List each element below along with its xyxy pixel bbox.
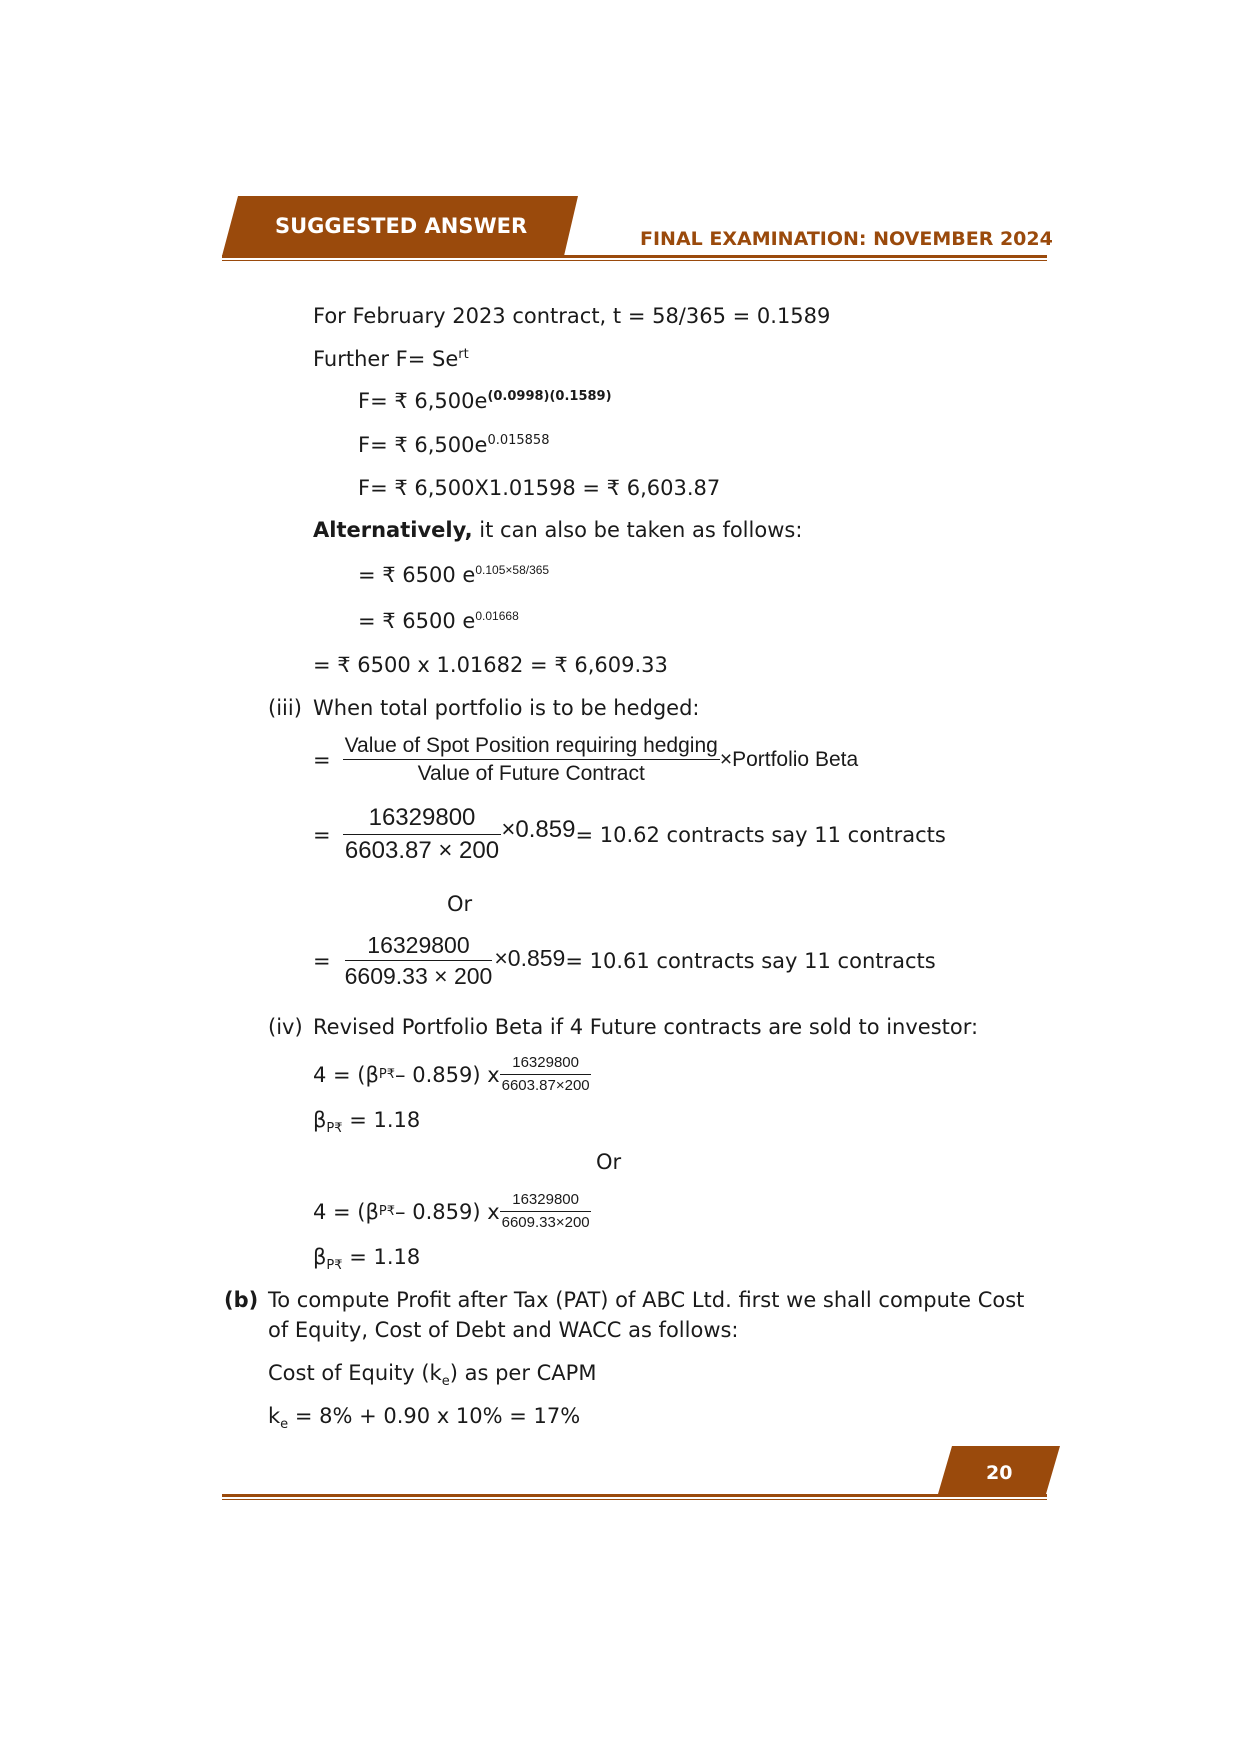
item-iii-text: When total portfolio is to be hedged: <box>313 696 700 720</box>
beta-result-2: $\beta_{P₹} = 1.18$ <box>313 1245 421 1274</box>
item-b-label: (b) <box>224 1288 259 1312</box>
or-separator-2: Or <box>596 1150 622 1174</box>
alt-step-1: = ₹ 6500 $e^{0.105\times 58/365}$ <box>358 563 550 587</box>
header-suggested-answer: SUGGESTED ANSWER <box>275 214 528 238</box>
footer-bar <box>0 1430 1241 1510</box>
hedge-calc-1: = $\frac{16329800}{6603.87 \times 200}$ ×0.859 = 10.62 contracts say 11 contracts <box>313 804 946 864</box>
or-separator-1: Or <box>447 892 473 916</box>
forward-step-2: F= ₹ $6,500e^{0.015858}$ <box>358 433 550 457</box>
alt-step-3: = ₹ 6500 x 1.01682 = ₹ 6,609.33 <box>313 653 668 677</box>
beta-equation-1: 4 = (β P₹ – 0.859) x $\frac{16329800}{6603.87\times 200}$ <box>313 1054 590 1094</box>
forward-step-1: F= ₹ $6,500e^{(0.0998)(0.1589)}$ <box>358 389 612 413</box>
beta-result-1: $\beta_{P₹} = 1.18$ <box>313 1108 421 1137</box>
item-b-line1: To compute Profit after Tax (PAT) of ABC Ltd. first we shall compute Cost <box>268 1288 1025 1312</box>
beta-equation-2: 4 = (β P₹ – 0.859) x $\frac{16329800}{6609.33\times 200}$ <box>313 1191 590 1231</box>
alternatively-line: Alternatively, it can also be taken as follows: <box>313 518 803 542</box>
t-calculation-line: For February 2023 contract, t = 58/365 = 0.1589 <box>313 304 831 328</box>
item-iv-text: Revised Portfolio Beta if 4 Future contracts are sold to investor: <box>313 1015 979 1039</box>
cost-of-equity-formula: $k_e = 8\% + 0.90$ x 10% = 17% <box>268 1404 581 1433</box>
forward-step-3: F= ₹ 6,500X1.01598 = ₹ 6,603.87 <box>358 476 721 500</box>
hedge-calc-2: = $\frac{16329800}{6609.33 \times 200}$ ×0.859 = 10.61 contracts say 11 contracts <box>313 932 936 989</box>
header-banner <box>0 0 1241 270</box>
item-b-line2: of Equity, Cost of Debt and WACC as follows: <box>268 1318 739 1342</box>
cost-of-equity-title: Cost of Equity $(k_e)$ as per CAPM <box>268 1361 597 1390</box>
item-iii-label: (iii) <box>268 696 302 720</box>
item-iv-label: (iv) <box>268 1015 303 1039</box>
forward-formula-line: Further $F= Se^{rt}$ <box>313 347 469 371</box>
page-number: 20 <box>986 1462 1013 1484</box>
hedge-formula: = $\frac{\text{Value of Spot Position requiring hedging}}{\text{Value of Future Contract}}$ ×Portfolio Beta <box>313 734 859 785</box>
alt-step-2: = ₹ 6500 $e^{0.01668}$ <box>358 609 519 633</box>
header-exam-title: FINAL EXAMINATION: NOVEMBER 2024 <box>640 228 1053 250</box>
